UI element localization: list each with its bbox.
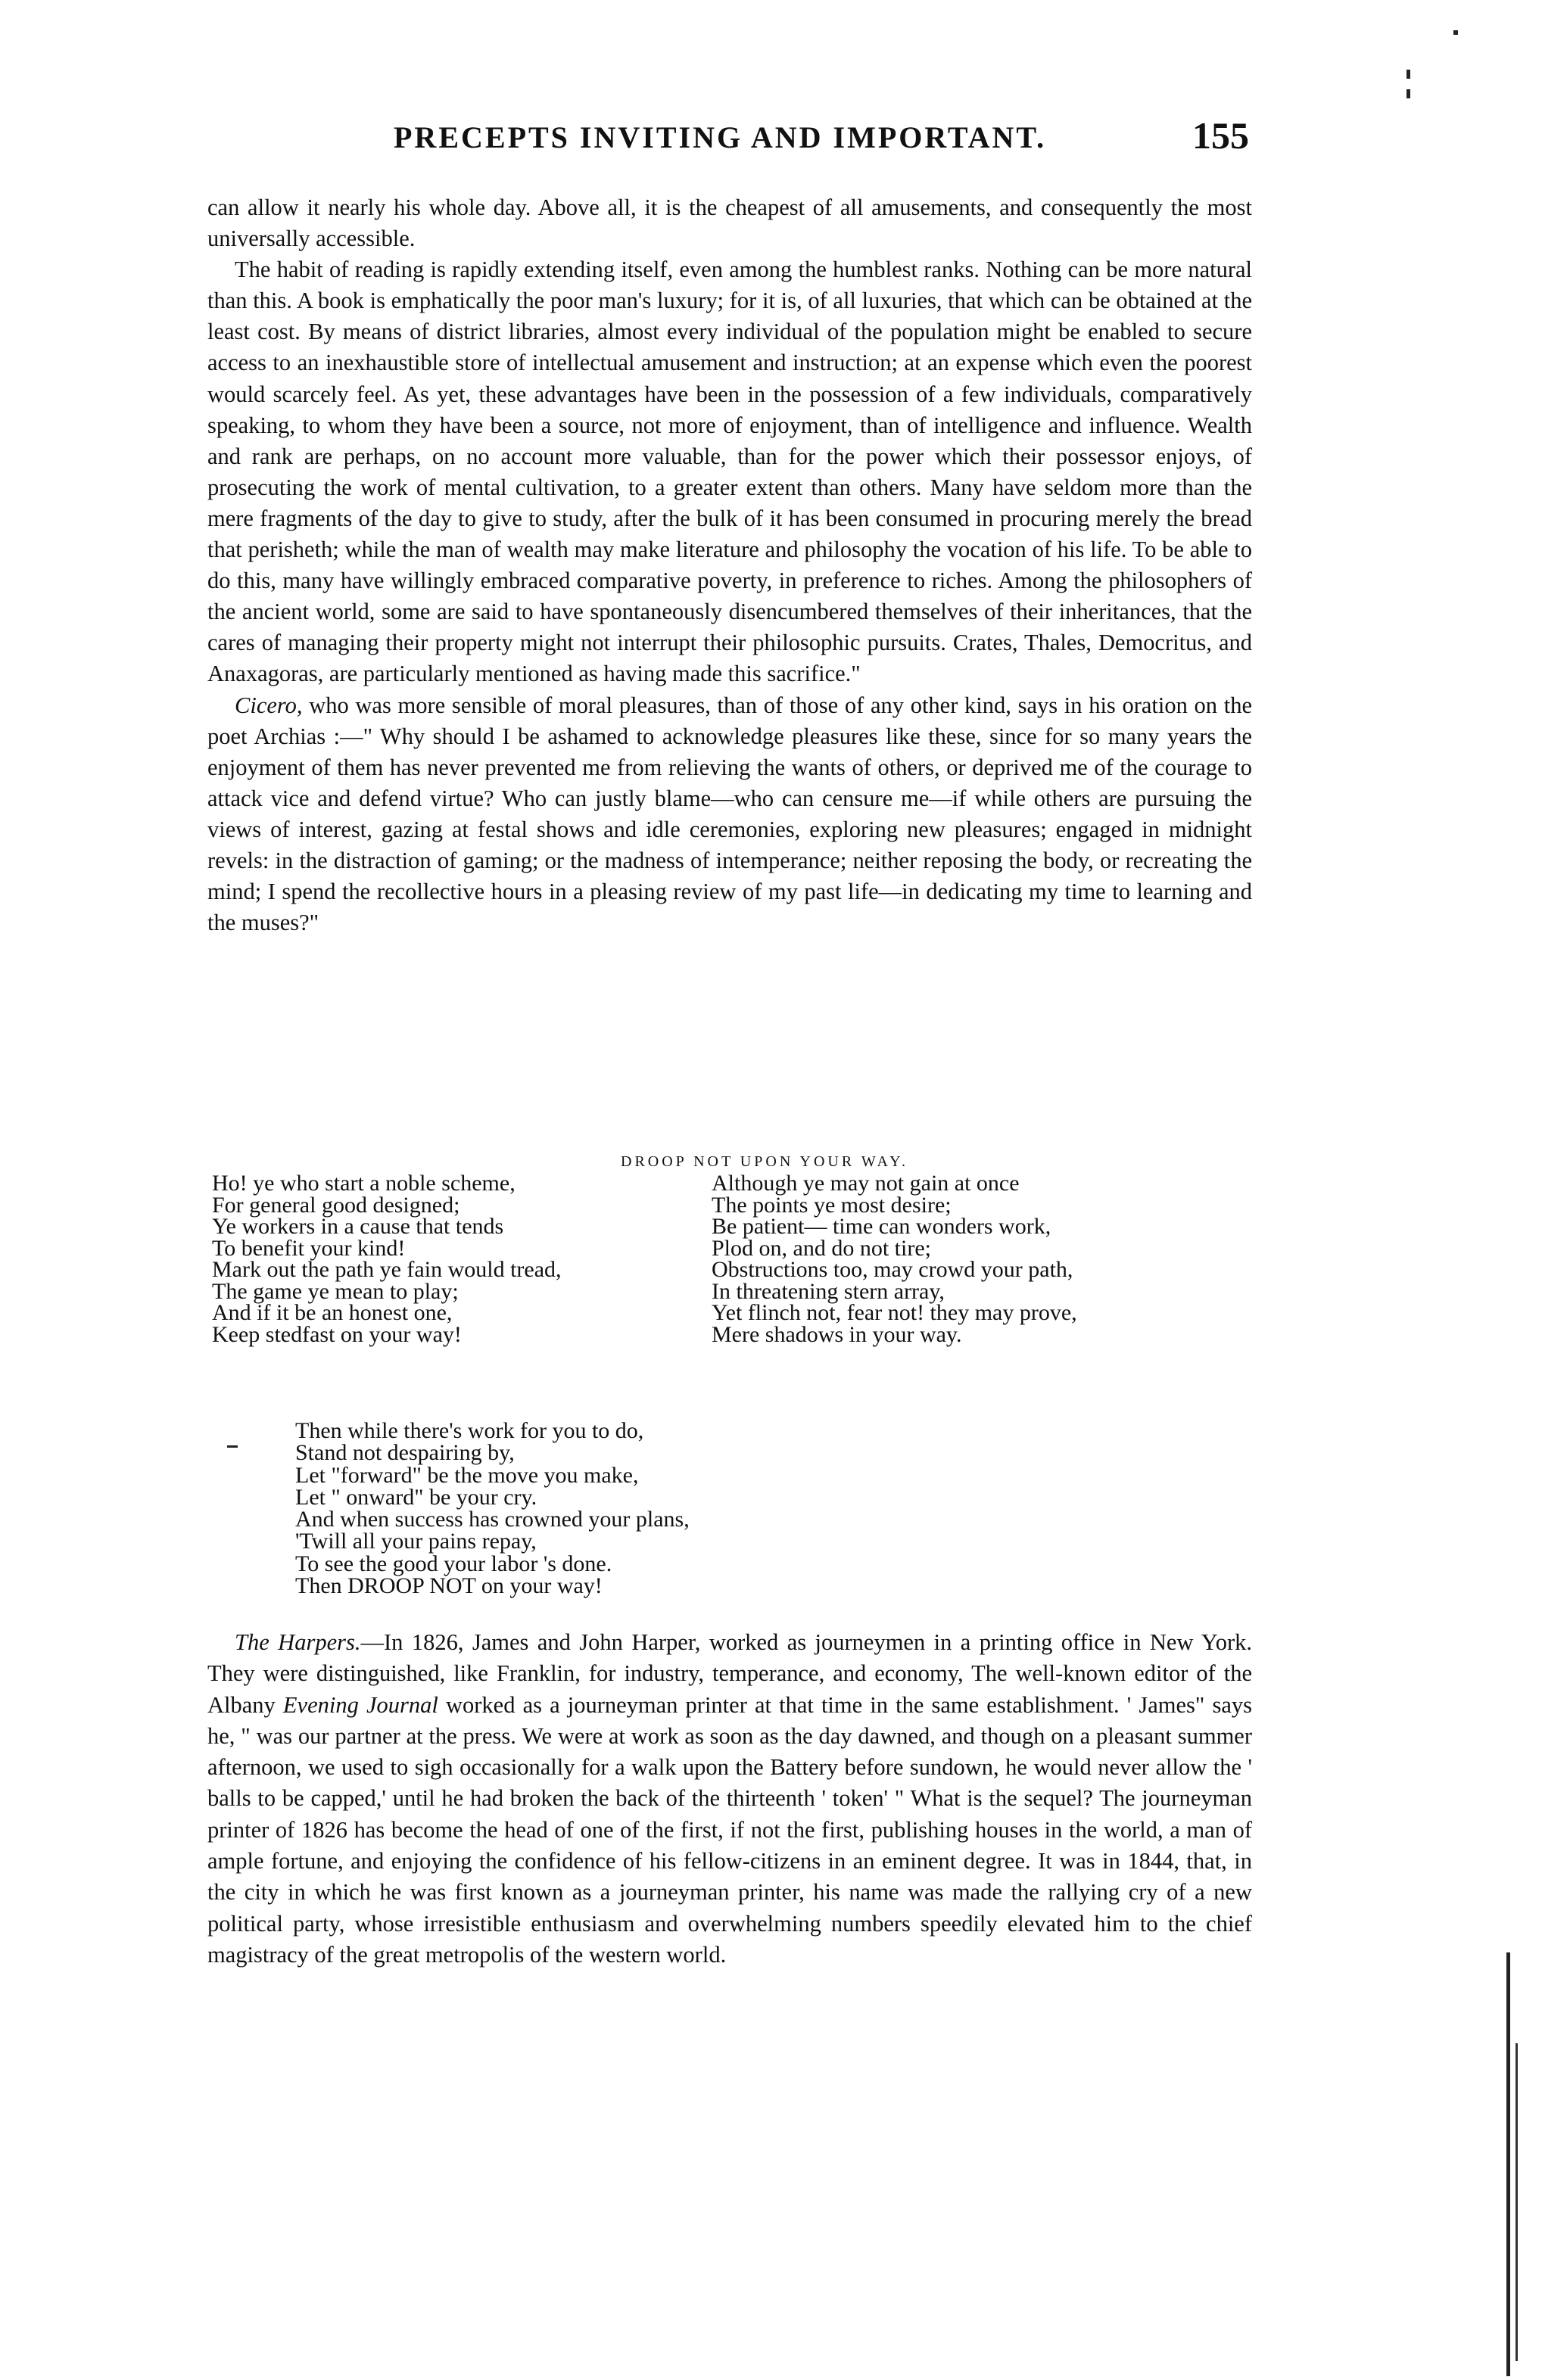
poem-line: Let "forward" be the move you make, — [295, 1462, 639, 1488]
poem-line: 'Twill all your pains repay, — [295, 1529, 537, 1554]
poem-line: Stand not despairing by, — [295, 1440, 515, 1466]
poem-line: Mark out the path ye fain would tread, — [212, 1257, 562, 1282]
poem-line: Plod on, and do not tire; — [712, 1235, 931, 1261]
poem-line: To benefit your kind! — [212, 1235, 406, 1261]
poem-stanza-final — [295, 1420, 690, 1597]
poem-line: Let " onward" be your cry. — [295, 1484, 537, 1510]
poem-stanza-left — [212, 1173, 696, 1346]
page-number: 155 — [1192, 114, 1249, 157]
harpers-section — [207, 1627, 1252, 1971]
poem-line: To see the good your labor 's done. — [295, 1551, 612, 1576]
poem-line: And when success has crowned your plans, — [295, 1507, 690, 1532]
paragraph-cicero — [207, 690, 1252, 939]
poem-line: And if it be an honest one, — [212, 1300, 453, 1325]
main-text — [207, 192, 1252, 938]
poem-line: The game ye mean to play; — [212, 1278, 459, 1304]
scan-edge-mark — [1516, 2043, 1518, 2361]
harpers-text-1: —In 1826, James and John Harper, worked as journeymen in a printing office in New York. They were distinguished, like Franklin, for industry, temperance, and economy, The well-known editor of the Albany — [207, 1629, 1253, 1718]
poem-line: Ye workers in a cause that tends — [212, 1214, 504, 1239]
poem-line: Yet flinch not, fear not! they may prove, — [712, 1300, 1077, 1325]
paragraph-reading-habit: The habit of reading is rapidly extending itself, even among the humblest ranks. Nothing can be more natural than this. A book is emphatically the poor man's luxury; for it is, of all luxuries, that which can be obtained at the least cost. By means of district libraries, almost every individual of the population might be enabled to secure access to an inexhaustible store of intellectual amusement and instruction; at an expense which even the poorest would scarcely feel. As yet, these advantages have been in the possession of a few individuals, comparatively speaking, to whom they have been a source, not more of enjoyment, than of intelligence and influence. Wealth and rank are perhaps, on no account more valuable, than for the power which their possessor enjoys, of prosecuting the work of mental cultivation, to a greater extent than others. Many have seldom more than the mere fragments of the day to give to study, after the bulk of it has been consumed in procuring merely the bread that perisheth; while the man of wealth may make literature and philosophy the vocation of his life. To be able to do this, many have willingly embraced comparative poverty, in preference to riches. Among the philosophers of the ancient world, some are said to have spontaneously disencumbered themselves of their inheritances, that the cares of managing their property might not interrupt their philosophic pursuits. Crates, Thales, Democritus, and Anaxagoras, are particularly mentioned as having made this sacrifice." — [207, 257, 1252, 687]
poem-line: For general good designed; — [212, 1192, 460, 1218]
poem-stanza-right — [712, 1173, 1257, 1346]
poem-line: Ho! ye who start a noble scheme, — [212, 1171, 516, 1196]
poem — [212, 1152, 1257, 1423]
poem-title: DROOP NOT UPON YOUR WAY. — [621, 1153, 908, 1170]
poem-line: Keep stedfast on your way! — [212, 1321, 462, 1347]
poem-line: In threatening stern array, — [712, 1278, 945, 1304]
scan-speck — [1453, 30, 1458, 35]
cicero-text: who was more sensible of moral pleasures, than of those of any other kind, says in his oration on the poet Archias :—" Why should I be ashamed to acknowledge pleasures like these, since for so many years the enjoyment of them has never prevented me from relieving the wants of others, or deprived me of the courage to attack vice and defend virtue? Who can justly blame—who can censure me—if while others are pursuing the views of interest, gazing at festal shows and idle ceremonies, exploring new pleasures; engaged in midnight revels: in the distraction of gaming; or the madness of intemperance; neither reposing the body, or recreating the mind; I spend the recollective hours in a pleasing review of my past life—in dedicating my time to learning and the muses?" — [207, 692, 1252, 936]
poem-line: Obstructions too, may crowd your path, — [712, 1257, 1073, 1282]
poem-line: Then DROOP NOT on your way! — [295, 1573, 603, 1599]
scan-speck — [227, 1445, 238, 1448]
poem-line: The points ye most desire; — [712, 1192, 952, 1218]
harpers-text-2: worked as a journeyman printer at that time in the same establishment. ' James" says he, " was our partner at the press. We were at work as soon as the day dawned, and though on a pleasant summer afternoon, we used to sigh occasionally for a walk upon the Battery before sundown, he would never allow the ' balls to be capped,' until he had broken the back of the thirteenth ' token' " What is the sequel? The journeyman printer of 1826 has become the head of one of the first, if not the first, publishing houses in the world, a man of ample fortune, and enjoying the confidence of his fellow-citizens in an eminent degree. It was in 1844, that, in the city in which he was first known as a journeyman printer, his name was made the rallying cry of a new political party, whose irresistible enthusiasm and overwhelming numbers speedily elevated him to the chief magistracy of the great metropolis of the western world. — [207, 1691, 1253, 1968]
harpers-lead: The Harpers. — [235, 1629, 361, 1655]
cicero-lead: Cicero, — [235, 692, 303, 718]
poem-line: Although ye may not gain at once — [712, 1171, 1020, 1196]
running-title: PRECEPTS INVITING AND IMPORTANT. — [394, 120, 1047, 154]
poem-line: Be patient— time can wonders work, — [712, 1214, 1051, 1239]
paragraph-continued: can allow it nearly his whole day. Above all, it is the cheapest of all amusements, and consequently the most universally accessible. — [207, 194, 1252, 252]
scan-edge-mark — [1506, 1952, 1510, 2376]
running-head — [394, 114, 1249, 165]
poem-line: Then while there's work for you to do, — [295, 1418, 644, 1443]
paragraph-harpers — [207, 1627, 1252, 1971]
poem-stanzas — [212, 1173, 1257, 1423]
journal-name: Evening Journal — [282, 1691, 438, 1718]
scan-speck — [1406, 70, 1410, 79]
poem-line: Mere shadows in your way. — [712, 1321, 962, 1347]
scan-speck — [1406, 89, 1410, 98]
